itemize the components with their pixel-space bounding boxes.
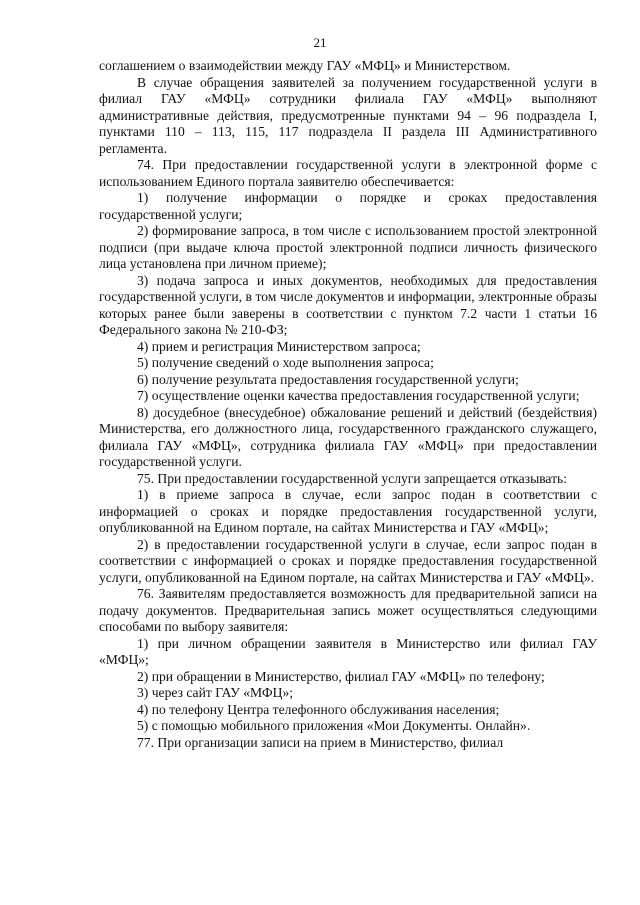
list-item-74-4: 4) прием и регистрация Министерством запроса; <box>137 338 421 354</box>
paragraph-77: 77. При организации записи на прием в Министерство, филиал <box>137 734 504 750</box>
list-item-76-5: 5) с помощью мобильного приложения «Мои Документы. Онлайн». <box>137 718 531 733</box>
paragraph-mfc-branch: В случае обращения заявителей за получением государственной услуги в филиал ГАУ «МФЦ» сотрудники филиала ГАУ «МФЦ» выполняют административные действия, предусмотренные пунктами 94 – 96 подраздела I, пунктами 110 – 113, 115, 117 подраздела II раздела III Административного регламента. <box>99 74 597 156</box>
paragraph-76: 76. Заявителям предоставляется возможность для предварительной записи на подачу документов. Предварительная запись может осуществляться следующими способами по выбору заявителя: <box>99 586 597 634</box>
list-item-74-2: 2) формирование запроса, в том числе с использованием простой электронной подписи (при выдаче ключа простой электронной подписи личность физического лица установлена при личном приеме); <box>99 223 597 271</box>
document-body <box>99 58 597 751</box>
list-item-74-5: 5) получение сведений о ходе выполнения запроса; <box>137 355 434 370</box>
list-item-76-4: 4) по телефону Центра телефонного обслуживания населения; <box>137 701 500 717</box>
list-item-74-3: 3) подача запроса и иных документов, необходимых для предоставления государственной услуги, в том числе документов и информации, электронные образы которых ранее были заверены в соответствии с пунктом 7.2 части 1 статьи 16 Федерального закона № 210-ФЗ; <box>99 272 597 337</box>
paragraph-75: 75. При предоставлении государственной услуги запрещается отказывать: <box>137 470 568 486</box>
list-item-76-3: 3) через сайт ГАУ «МФЦ»; <box>137 685 294 700</box>
list-item-74-8: 8) досудебное (внесудебное) обжалование решений и действий (бездействия) Министерства, его должностного лица, государственного гражданского служащего, филиала ГАУ «МФЦ», сотрудника филиала ГАУ «МФЦ» при предоставлении государственной услуги. <box>99 404 597 469</box>
list-item-76-2: 2) при обращении в Министерство, филиал ГАУ «МФЦ» по телефону; <box>137 668 545 684</box>
paragraph-continuation: соглашением о взаимодействии между ГАУ «МФЦ» и Министерством. <box>99 58 511 73</box>
list-item-74-6: 6) получение результата предоставления государственной услуги; <box>137 371 519 387</box>
list-item-76-1: 1) при личном обращении заявителя в Министерство или филиал ГАУ «МФЦ»; <box>99 635 597 667</box>
list-item-74-7: 7) осуществление оценки качества предоставления государственной услуги; <box>137 388 580 403</box>
list-item-74-1: 1) получение информации о порядке и сроках предоставления государственной услуги; <box>99 190 597 222</box>
paragraph-74: 74. При предоставлении государственной услуги в электронной форме с использованием Единого портала заявителю обеспечивается: <box>99 157 597 189</box>
list-item-75-1: 1) в приеме запроса в случае, если запрос подан в соответствии с информацией о сроках и порядке предоставления государственной услуги, опубликованной на Едином портале, на сайтах Министерства и ГАУ «МФЦ»; <box>99 487 597 535</box>
page-number: 21 <box>313 35 327 50</box>
list-item-75-2: 2) в предоставлении государственной услуги в случае, если запрос подан в соответствии с информацией о сроках и порядке предоставления государственной услуги, опубликованной на Едином портале, на сайтах Министерства и ГАУ «МФЦ». <box>99 536 597 585</box>
